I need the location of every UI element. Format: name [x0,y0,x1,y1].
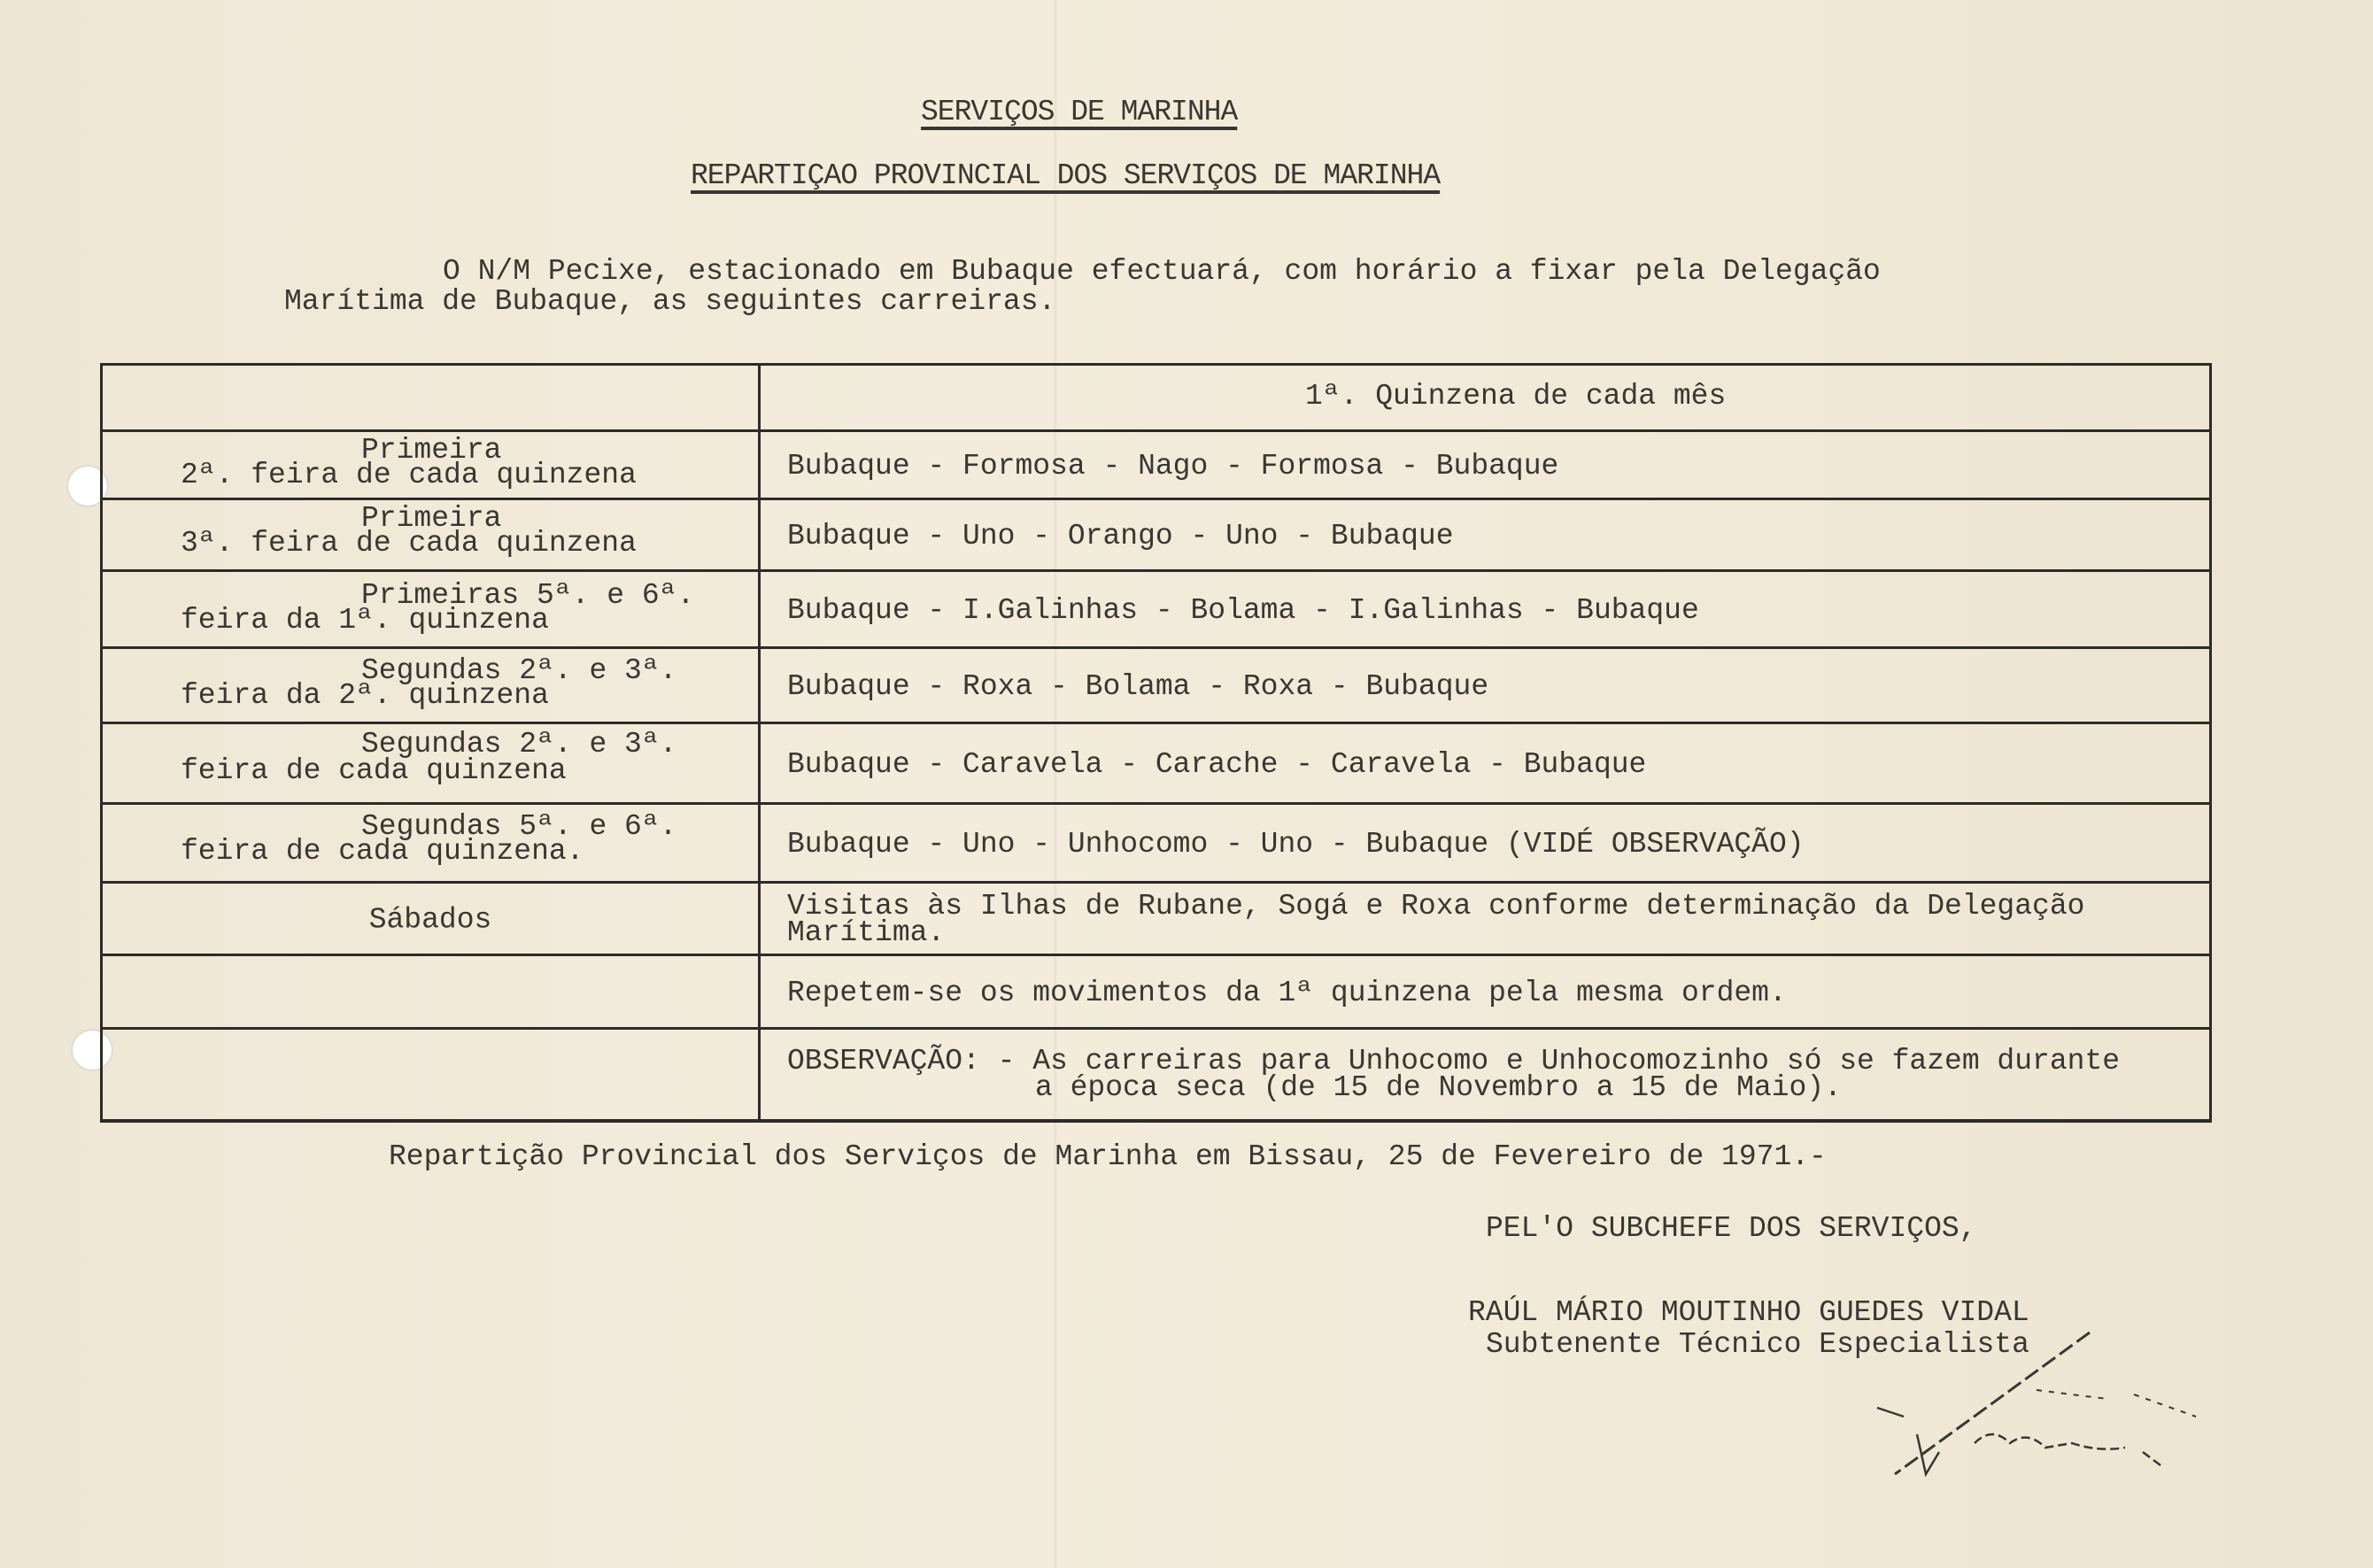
observacao-note [787,1044,2121,1104]
row-route: Bubaque - Formosa - Nago - Formosa - Bubaque [787,449,1559,483]
table-row [103,802,2209,884]
sabados-line-1: Visitas às Ilhas de Rubane, Sogá e Roxa conforme determinação da Delegação [787,890,2085,923]
header-quinzena: 1ª. Quinzena de cada mês [1305,379,1727,413]
place-date: Repartição Provincial dos Serviços de Marinha em Bissau, 25 de Fevereiro de 1971.- [389,1140,1827,1173]
row-route: Bubaque - Caravela - Carache - Caravela - Bubaque [787,747,1647,781]
row-day-label: Segundas 5ª. e 6ª. [361,810,677,843]
row-day-label: Primeira [361,502,502,535]
sabados-line-2: Marítima. [787,916,946,949]
observacao-line-1: OBSERVAÇÃO: - As carreiras para Unhocomo e Unhocomozinho só se fazem durante [787,1044,2121,1078]
row-day-label: Segundas 2ª. e 3ª. [361,728,677,761]
signatory-name: RAÚL MÁRIO MOUTINHO GUEDES VIDAL [1468,1296,2029,1329]
row-day-label: Primeira [361,434,502,467]
table-row [103,569,2209,649]
table-row [103,429,2209,500]
schedule-table [100,363,2212,1123]
row-day-detail: feira de cada quinzena [181,754,567,787]
table-row-repeat [103,954,2209,1030]
table-header-row [103,363,2209,429]
row-route: Bubaque - Roxa - Bolama - Roxa - Bubaque [787,669,1489,703]
row-route: Bubaque - I.Galinhas - Bolama - I.Galinhas - Bubaque [787,593,1699,627]
table-row-observacao [103,1027,2209,1119]
table-row [103,722,2209,805]
document-subtitle: REPARTIÇAO PROVINCIAL DOS SERVIÇOS DE MARINHA [691,159,1441,192]
document-title: SERVIÇOS DE MARINHA [921,96,1238,128]
row-route: Bubaque - Uno - Orango - Uno - Bubaque [787,519,1454,552]
row-day-detail: 3ª. feira de cada quinzena [181,527,637,560]
sabados-text [787,890,2085,949]
intro-line-1: O N/M Pecixe, estacionado em Bubaque efectuará, com horário a fixar pela Delegação [443,255,1881,288]
observacao-line-2: a época seca (de 15 de Novembro a 15 de Maio). [1035,1070,1842,1104]
handwritten-signature [1842,1319,2267,1479]
signatory-title: PEL'O SUBCHEFE DOS SERVIÇOS, [1486,1212,1977,1245]
signatory-rank: Subtenente Técnico Especialista [1486,1328,2029,1361]
row-day-label: Segundas 2ª. e 3ª. [361,654,677,687]
intro-line-2: Marítima de Bubaque, as seguintes carreiras. [284,285,1056,318]
table-row [103,646,2209,724]
row-day-label: Primeiras 5ª. e 6ª. [361,579,695,612]
table-row [103,498,2209,572]
row-route: Bubaque - Uno - Unhocomo - Uno - Bubaque (VIDÉ OBSERVAÇÃO) [787,827,1805,861]
row-day-detail: feira de cada quinzena. [181,835,584,868]
sabados-label: Sábados [368,903,492,937]
row-day-detail: feira da 2ª. quinzena [181,679,549,712]
repeat-note: Repetem-se os movimentos da 1ª quinzena pela mesma ordem. [787,976,1787,1009]
table-row-sabados [103,881,2209,956]
row-day-detail: feira da 1ª. quinzena [181,604,549,637]
row-day-detail: 2ª. feira de cada quinzena [181,459,637,491]
